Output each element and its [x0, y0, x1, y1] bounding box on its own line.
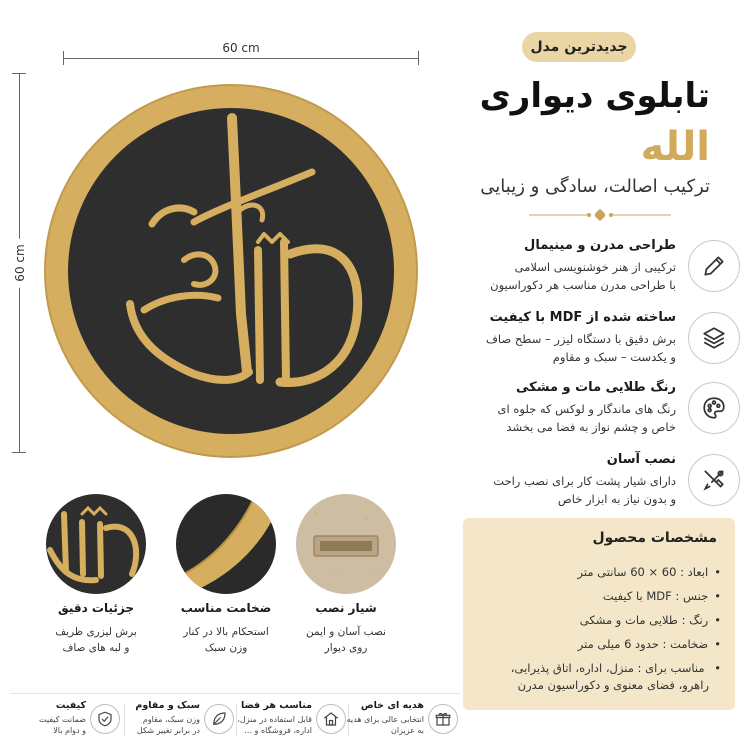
feature-easy-install [420, 452, 740, 522]
allah-wall-art-image [44, 84, 418, 458]
pen-icon [688, 240, 740, 292]
height-label: 60 cm [13, 238, 27, 287]
specs-list [471, 564, 721, 694]
width-label: 60 cm [214, 41, 267, 55]
feature-title: رنگ طلایی مات و مشکی [516, 380, 676, 395]
spec-suitable-for: • مناسب برای : منزل، اداره، اتاق پذیرایی، [471, 660, 721, 677]
product-title: تابلوی دیواری [479, 76, 710, 116]
feature-description: ترکیبی از هنر خوشنویسی اسلامی با طراحی مدرن مناسب هر دکوراسیون [490, 260, 676, 292]
spec-color: • رنگ : طلایی مات و مشکی [471, 612, 721, 629]
shield-check-icon [90, 704, 120, 734]
feature-description: رنگ های ماندگار و لوکس که جلوه ای خاص و چشم نواز به فضا می بخشد [497, 402, 676, 434]
feature-modern-design [420, 238, 740, 308]
spec-thickness: • ضخامت : حدود 6 میلی متر [471, 636, 721, 653]
palette-icon [688, 382, 740, 434]
leaf-icon [204, 704, 234, 734]
bottom-benefits-bar [10, 693, 460, 745]
detail-closeup-image [46, 494, 146, 594]
feature-mdf-material [420, 310, 740, 380]
benefit-any-space: مناسب هر فضا قابل استفاده در منزل، اداره، فروشگاه و ... [236, 698, 348, 744]
tools-icon [688, 454, 740, 506]
feature-title: ساخته شده از MDF با کیفیت [489, 310, 676, 325]
mounting-slot-image [296, 494, 396, 594]
feature-description: برش دقیق با دستگاه لیزر – سطح صاف و یکدست – سبک و مقاوم [486, 332, 676, 364]
mounting-caption: شیار نصب نصب آسان و ایمن روی دیوار [306, 601, 386, 654]
newest-model-badge: جدیدترین مدل [522, 32, 636, 62]
spec-dimensions: • ابعاد : 60 × 60 سانتی متر [471, 564, 721, 581]
thickness-caption: ضخامت مناسب استحکام بالا در کنار وزن سبک [180, 601, 272, 654]
gift-icon [428, 704, 458, 734]
benefit-quality: کیفیت ضمانت کیفیت و دوام بالا [10, 698, 122, 744]
spec-material: • جنس : MDF با کیفیت [471, 588, 721, 605]
product-subtitle: الله [640, 124, 710, 170]
benefit-gift: هدیه ای خاص انتخابی عالی برای هدیه به عزیزان [348, 698, 460, 744]
feature-title: نصب آسان [606, 452, 676, 467]
feature-title: طراحی مدرن و مینیمال [524, 238, 676, 253]
home-icon [316, 704, 346, 734]
layers-icon [688, 312, 740, 364]
ornament-divider [525, 207, 675, 223]
product-specs-box [463, 518, 735, 710]
thickness-closeup-image [176, 494, 276, 594]
benefit-lightweight: سبک و مقاوم وزن سبک، مقاوم در برابر تغییر شکل [124, 698, 236, 744]
product-tagline: ترکیب اصالت، سادگی و زیبایی [480, 176, 710, 197]
specs-title: مشخصات محصول [592, 530, 717, 546]
feature-color [420, 380, 740, 450]
detail-caption: جزئیات دقیق برش لیزری ظریف و لبه های صاف [55, 601, 137, 654]
width-dimension [60, 41, 422, 69]
height-dimension [10, 70, 30, 456]
spec-suitable-for-cont: راهرو، فضای معنوی و دکوراسیون مدرن [517, 678, 709, 692]
feature-description: دارای شیار پشت کار برای نصب راحت و بدون نیاز به ابزار خاص [493, 474, 676, 506]
